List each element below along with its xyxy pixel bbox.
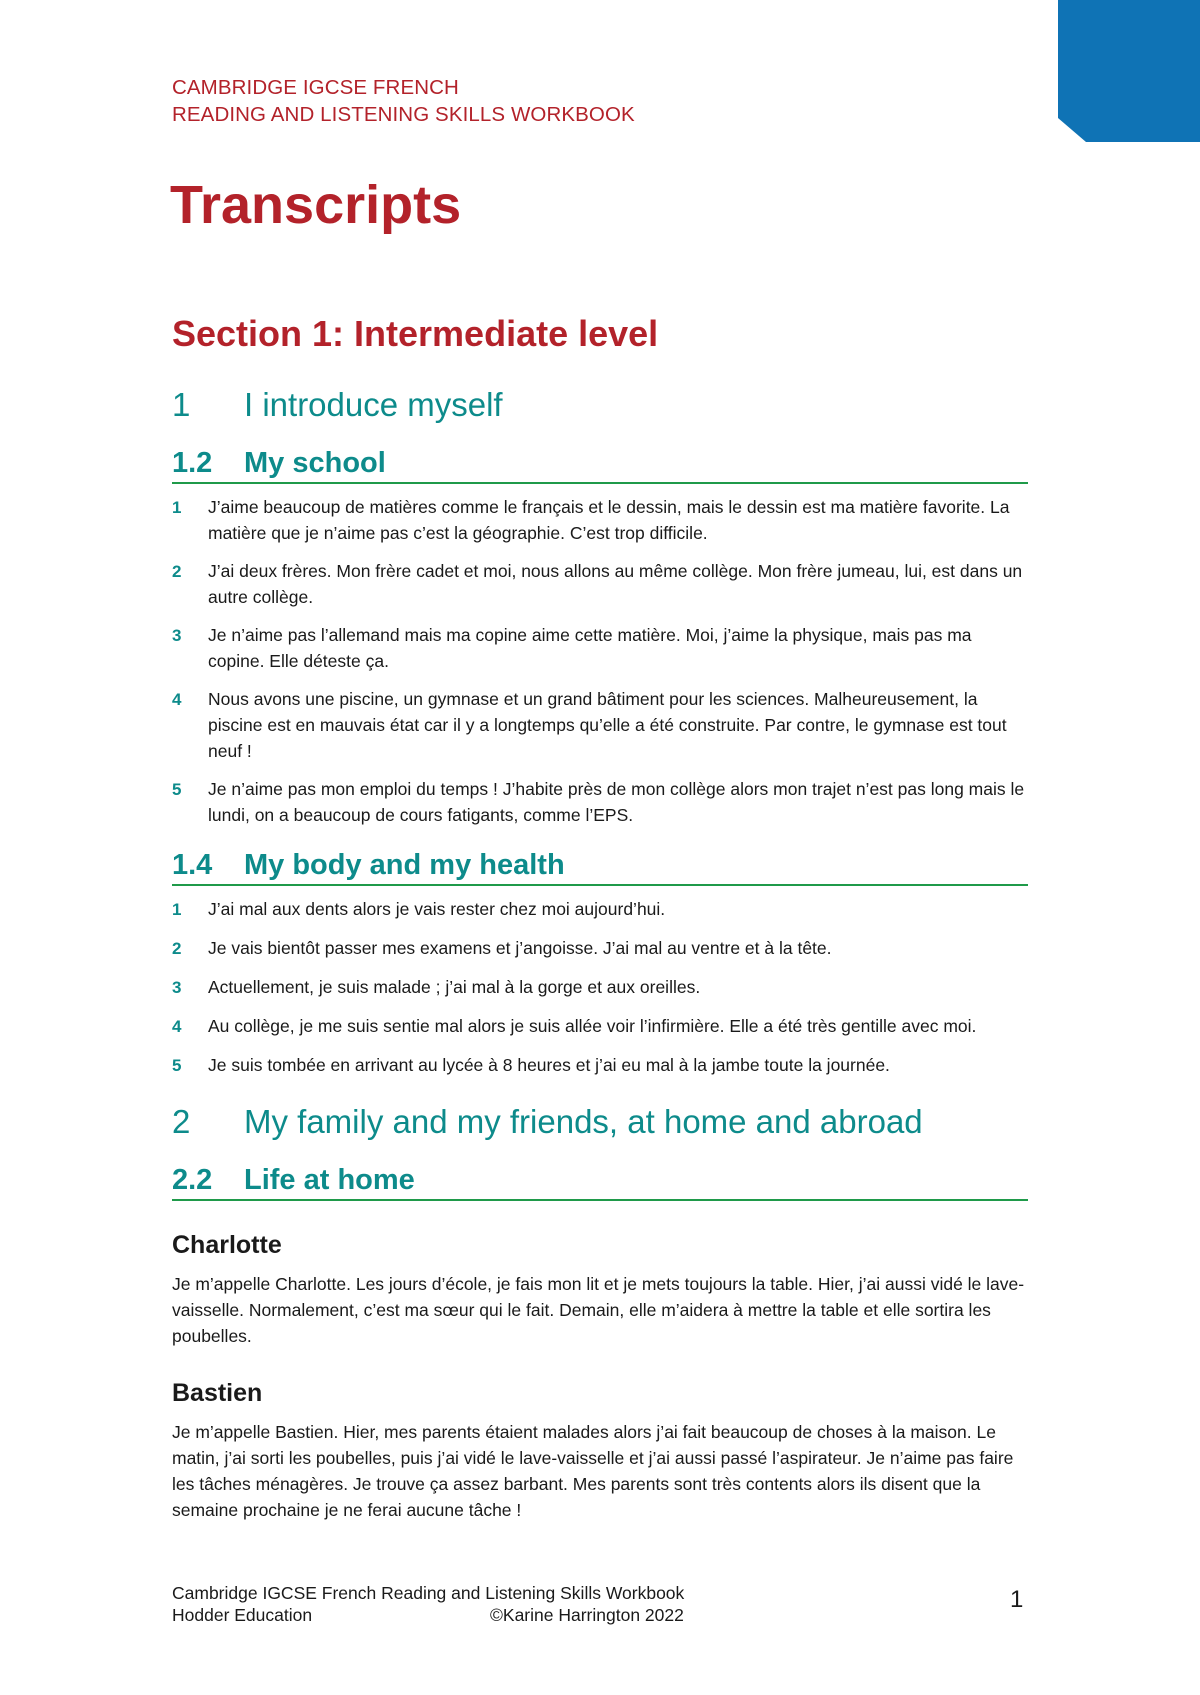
footer-row bbox=[172, 1604, 684, 1626]
list-item bbox=[172, 896, 1028, 923]
unit-number: 1.2 bbox=[172, 447, 213, 479]
footer-publisher: Hodder Education bbox=[172, 1605, 313, 1625]
list-item bbox=[172, 776, 1028, 828]
unit-2-2-heading bbox=[172, 1163, 1028, 1201]
header-line-1: CAMBRIDGE IGCSE FRENCH bbox=[172, 76, 459, 99]
item-text: Je n’aime pas l’allemand mais ma copine aime cette matière. Moi, j’aime la physique, mais pas ma copine. Elle déteste ça. bbox=[208, 625, 972, 671]
section-title: Section 1: Intermediate level bbox=[172, 313, 659, 354]
item-text: J’ai mal aux dents alors je vais rester chez moi aujourd’hui. bbox=[208, 899, 666, 919]
chapter-number: 2 bbox=[172, 1103, 191, 1140]
unit-title: My body and my health bbox=[244, 849, 565, 881]
page-title: Transcripts bbox=[170, 175, 462, 235]
list-item bbox=[172, 622, 1028, 674]
chapter-title: I introduce myself bbox=[244, 386, 503, 423]
chapter-2-heading bbox=[172, 1101, 1028, 1143]
unit-number: 1.4 bbox=[172, 849, 213, 881]
item-text: Je suis tombée en arrivant au lycée à 8 heures et j’ai eu mal à la jambe toute la journée. bbox=[208, 1055, 890, 1075]
item-number: 1 bbox=[172, 498, 182, 517]
header-line-2: READING AND LISTENING SKILLS WORKBOOK bbox=[172, 103, 635, 126]
item-text: Je vais bientôt passer mes examens et j’angoisse. J’ai mal au ventre et à la tête. bbox=[208, 938, 832, 958]
corner-tab bbox=[1058, 0, 1200, 142]
unit-number: 2.2 bbox=[172, 1164, 213, 1196]
speaker-name-charlotte: Charlotte bbox=[172, 1231, 282, 1259]
item-text: Au collège, je me suis sentie mal alors je suis allée voir l’infirmière. Elle a été très gentille avec moi. bbox=[208, 1016, 977, 1036]
unit-1-2-list bbox=[172, 494, 1028, 828]
unit-1-4-heading bbox=[172, 848, 1028, 886]
list-item bbox=[172, 935, 1028, 962]
chapter-number: 1 bbox=[172, 386, 191, 423]
chapter-title: My family and my friends, at home and abroad bbox=[244, 1103, 923, 1140]
list-item bbox=[172, 558, 1028, 610]
item-text: Actuellement, je suis malade ; j’ai mal à la gorge et aux oreilles. bbox=[208, 977, 701, 997]
list-item bbox=[172, 494, 1028, 546]
page-footer bbox=[172, 1582, 684, 1626]
item-number: 2 bbox=[172, 939, 182, 958]
footer-book-title: Cambridge IGCSE French Reading and Listening Skills Workbook bbox=[172, 1583, 685, 1603]
unit-1-2-heading bbox=[172, 446, 1028, 484]
item-text: Je n’aime pas mon emploi du temps ! J’habite près de mon collège alors mon trajet n’est pas long mais le lundi, on a beaucoup de cours fatigants, comme l’EPS. bbox=[208, 779, 1025, 825]
speaker-transcript-bastien: Je m’appelle Bastien. Hier, mes parents étaient malades alors j’ai fait beaucoup de choses à la maison. Le matin, j’ai sorti les poubelles, puis j’ai vidé le lave-vaisselle et j’ai aussi passé l’aspirateur. Je n’aime pas faire les tâches ménagères. Je trouve ça assez barbant. Mes parents sont très contents alors ils disent que la semaine prochaine je ne ferai aucune tâche ! bbox=[172, 1422, 1014, 1520]
list-item bbox=[172, 1052, 1028, 1079]
item-text: J’ai deux frères. Mon frère cadet et moi, nous allons au même collège. Mon frère jumeau, lui, est dans un autre collège. bbox=[208, 561, 1023, 607]
list-item bbox=[172, 974, 1028, 1001]
footer-copyright: ©Karine Harrington 2022 bbox=[490, 1605, 684, 1625]
item-text: Nous avons une piscine, un gymnase et un grand bâtiment pour les sciences. Malheureusement, la piscine est en mauvais état car il y a longtemps qu’elle a été construite. Par contre, le gymnase est tout neuf ! bbox=[208, 689, 1007, 761]
item-number: 1 bbox=[172, 900, 182, 919]
item-text: J’aime beaucoup de matières comme le français et le dessin, mais le dessin est ma matière favorite. La matière que je n’aime pas c’est la géographie. C’est trop difficile. bbox=[208, 497, 1010, 543]
item-number: 4 bbox=[172, 1017, 182, 1036]
item-number: 3 bbox=[172, 978, 182, 997]
chapter-1-heading bbox=[172, 384, 1028, 426]
speaker-name-bastien: Bastien bbox=[172, 1379, 263, 1407]
page-number: 1 bbox=[1010, 1586, 1024, 1613]
page-content bbox=[172, 306, 1028, 1523]
unit-title: My school bbox=[244, 447, 386, 479]
item-number: 5 bbox=[172, 780, 182, 799]
item-number: 3 bbox=[172, 626, 182, 645]
item-number: 4 bbox=[172, 690, 182, 709]
list-item bbox=[172, 1013, 1028, 1040]
unit-title: Life at home bbox=[244, 1164, 415, 1196]
item-number: 5 bbox=[172, 1056, 182, 1075]
speaker-transcript-charlotte: Je m’appelle Charlotte. Les jours d’école, je fais mon lit et je mets toujours la table. Hier, j’ai aussi vidé le lave-vaisselle. Normalement, c’est ma sœur qui le fait. Demain, elle m’aidera à mettre la table et elle sortira les poubelles. bbox=[172, 1274, 1025, 1346]
item-number: 2 bbox=[172, 562, 182, 581]
list-item bbox=[172, 686, 1028, 764]
unit-1-4-list bbox=[172, 896, 1028, 1079]
running-header bbox=[172, 74, 635, 128]
